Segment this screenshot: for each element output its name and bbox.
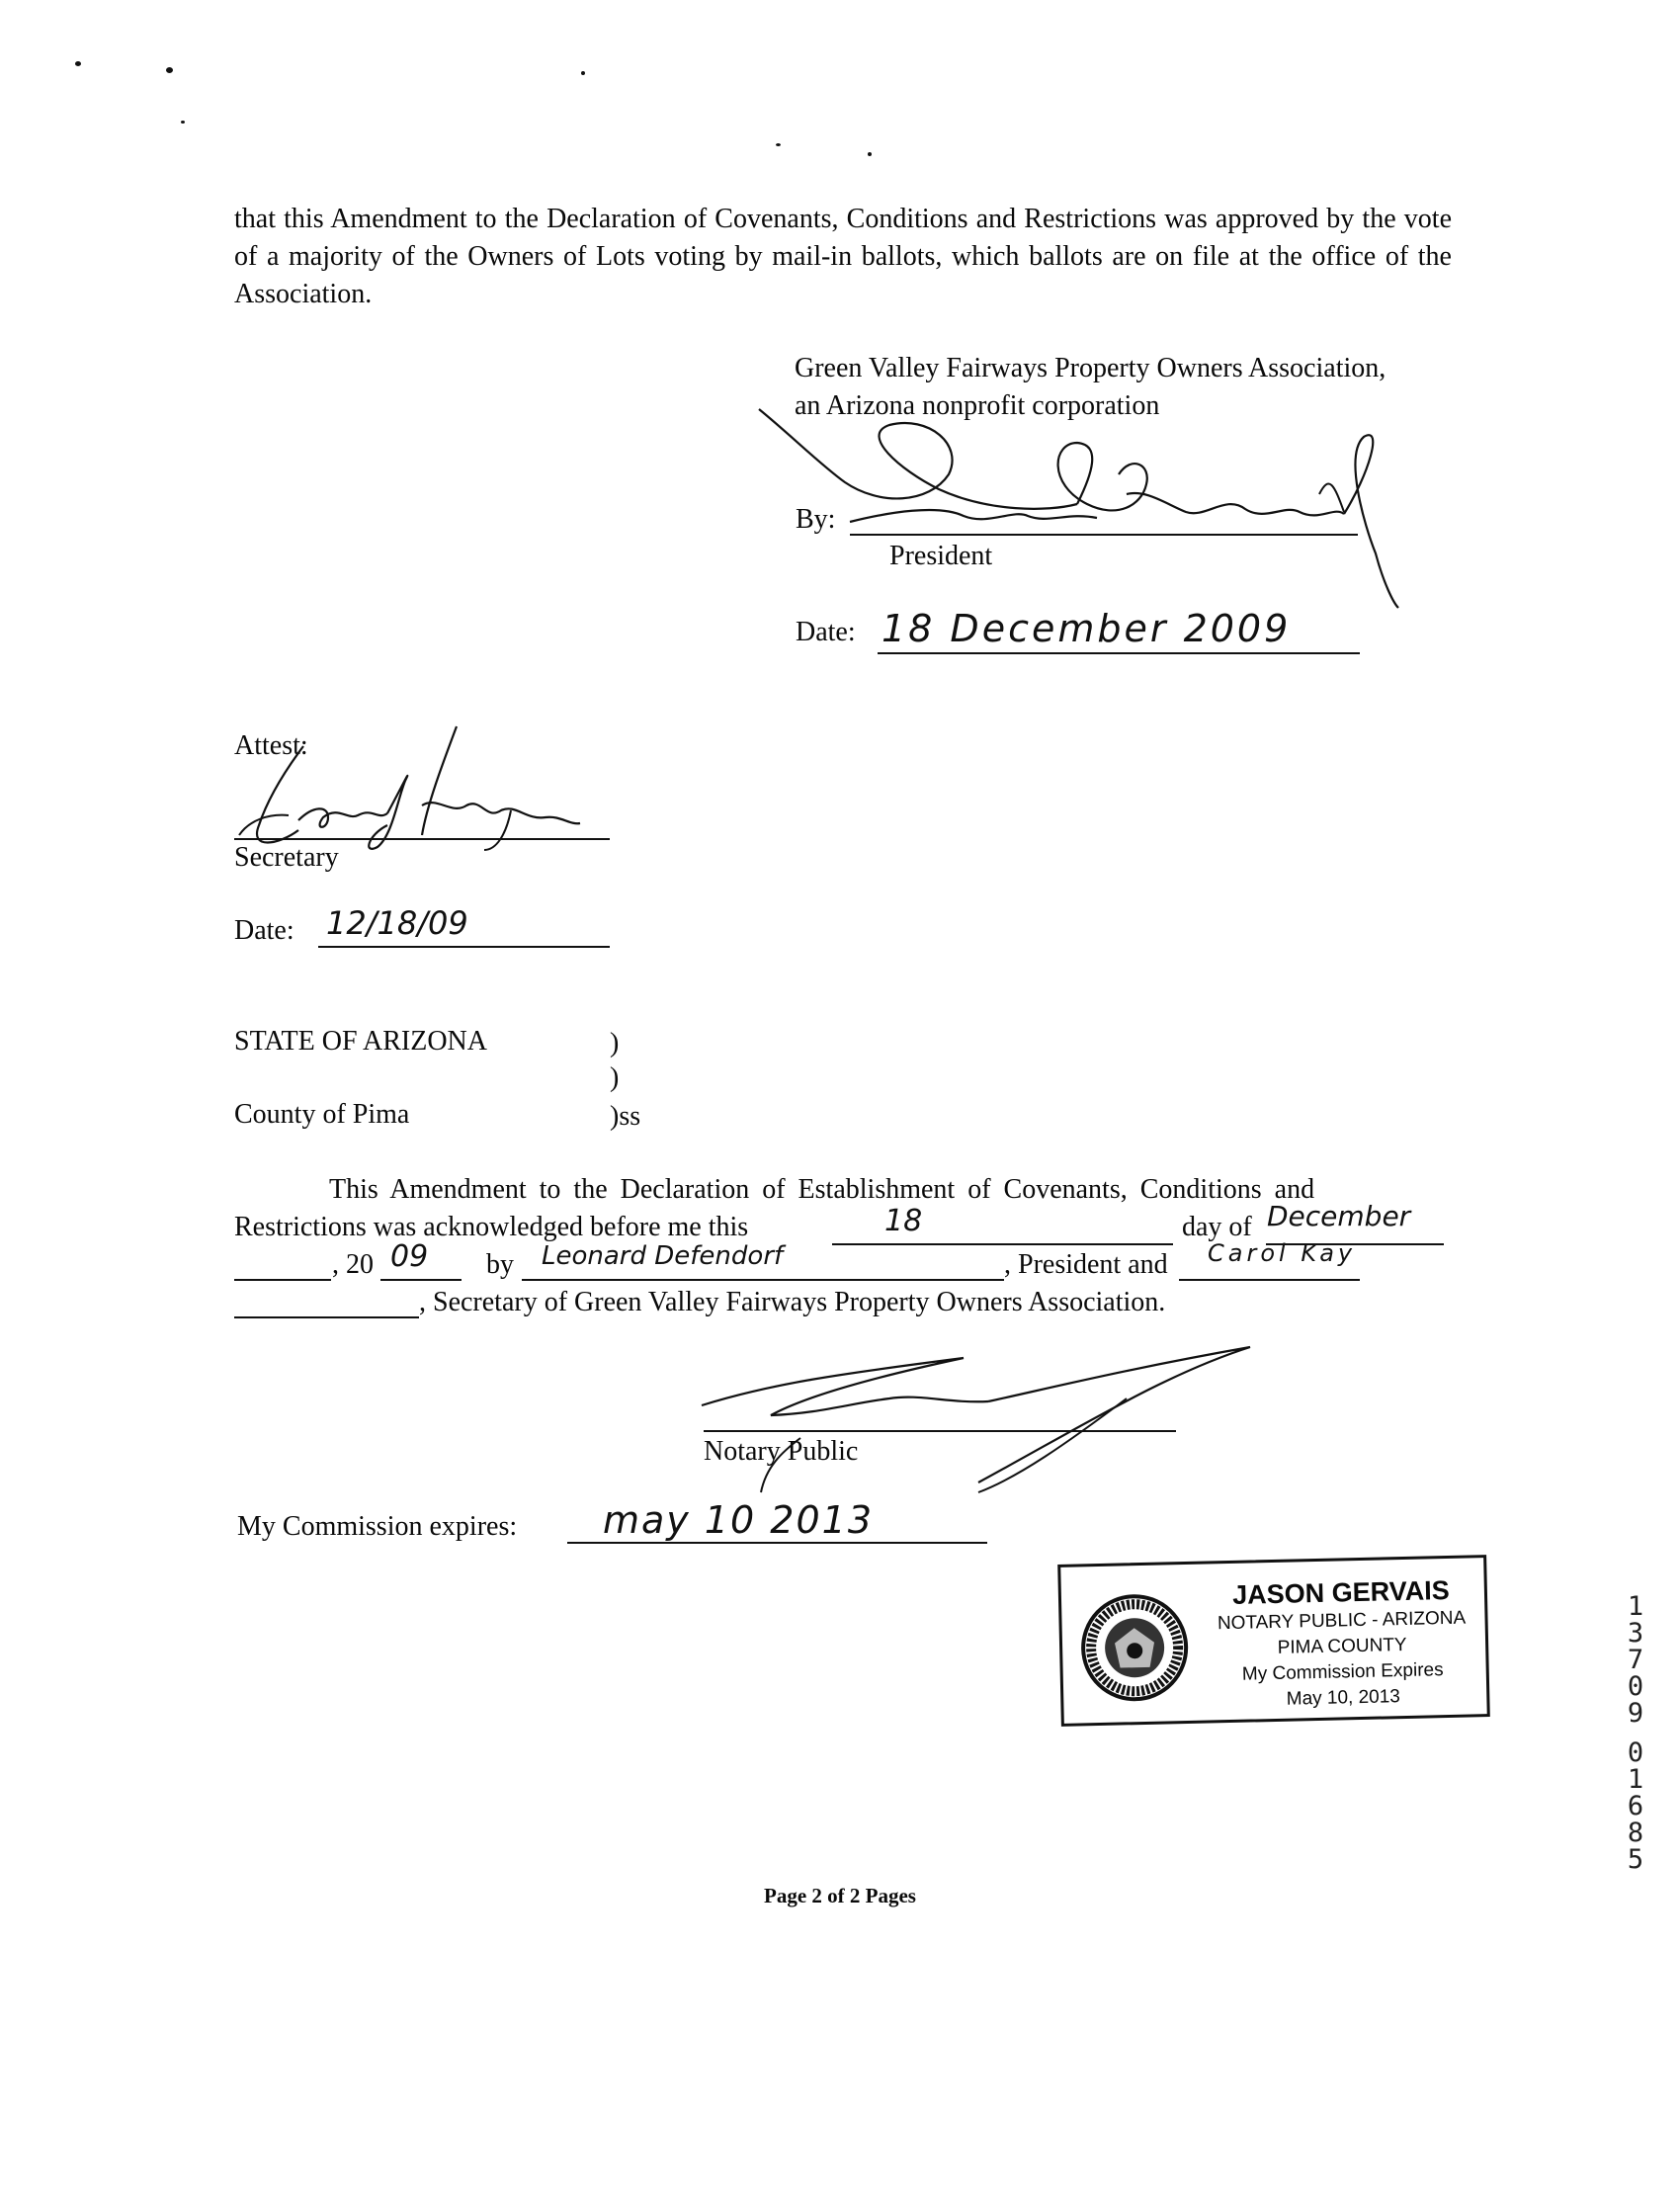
commission-line (567, 1542, 987, 1544)
ack-month-value: December (1267, 1200, 1411, 1232)
ack-secretary-cont-line (234, 1316, 419, 1318)
notary-label: Notary Public (704, 1436, 859, 1467)
association-date-handwritten: 18 December 2009 (882, 607, 1292, 650)
scan-speck (776, 143, 781, 146)
ack-day-of: day of (1182, 1212, 1252, 1242)
state-seal-icon (1079, 1592, 1190, 1703)
association-date-line (878, 652, 1360, 654)
scan-speck (75, 61, 81, 66)
ack-line-4: , Secretary of Green Valley Fairways Property Owners Association. (419, 1287, 1166, 1317)
venue-ss: )ss (610, 1101, 641, 1132)
scan-speck (181, 121, 185, 124)
ack-line-1: This Amendment to the Declaration of Establishment of Covenants, Conditions and (329, 1174, 1315, 1205)
by-label: By: (796, 504, 836, 535)
intro-paragraph: that this Amendment to the Declaration of Covenants, Conditions and Restrictions was approved by the vote of a majority of the Owners of Lots voting by mail-in ballots, which ballots are on file at the office of the Association. (234, 204, 1452, 309)
venue-paren-2: ) (610, 1062, 620, 1093)
commission-label: My Commission expires: (237, 1511, 518, 1542)
attest-date-label: Date: (234, 915, 294, 946)
ack-month-cont-line (234, 1279, 331, 1281)
recording-number-bottom-text: 01685 (1627, 1737, 1644, 1875)
ack-president-and: , President and (1004, 1249, 1168, 1280)
ack-year-value: 09 (390, 1239, 429, 1274)
ack-line-2: Restrictions was acknowledged before me this (234, 1212, 749, 1242)
ack-secretary-line (1179, 1279, 1360, 1281)
commission-handwritten: may 10 2013 (603, 1498, 875, 1542)
ack-day-line (832, 1243, 1173, 1245)
attest-label: Attest: (234, 730, 308, 761)
president-signature (751, 395, 1403, 623)
association-type: an Arizona nonprofit corporation (795, 390, 1160, 421)
ack-day-value: 18 (884, 1204, 923, 1238)
recording-number-top (1621, 1593, 1650, 1727)
ack-year-line (380, 1279, 462, 1281)
venue-state: STATE OF ARIZONA (234, 1026, 487, 1057)
notary-signature (692, 1344, 1265, 1512)
page-footer: Page 2 of 2 Pages (764, 1884, 916, 1907)
scan-speck (581, 71, 585, 75)
secretary-signature (229, 726, 585, 865)
venue-paren-1: ) (610, 1028, 620, 1059)
ack-year-prefix: , 20 (332, 1249, 374, 1280)
stamp-name: JASON GERVAIS (1231, 1574, 1451, 1610)
stamp-line-1: NOTARY PUBLIC - ARIZONA (1217, 1607, 1467, 1635)
association-date-label: Date: (796, 617, 856, 647)
scan-speck (868, 152, 872, 156)
stamp-line-2: PIMA COUNTY (1277, 1634, 1407, 1658)
ack-secretary-name: Carol Kay (1208, 1239, 1357, 1267)
ack-president-line (522, 1279, 1004, 1281)
president-label: President (889, 541, 993, 571)
scan-speck (166, 67, 173, 73)
recording-number-top-text: 13709 (1627, 1591, 1644, 1729)
stamp-line-4: May 10, 2013 (1286, 1686, 1401, 1710)
notary-stamp (1057, 1555, 1490, 1727)
association-name: Green Valley Fairways Property Owners Association, (795, 353, 1386, 383)
ack-by: by (486, 1249, 514, 1280)
attest-date-line (318, 946, 610, 948)
venue-county: County of Pima (234, 1099, 410, 1130)
stamp-line-3: My Commission Expires (1241, 1659, 1444, 1685)
ack-president-name: Leonard Defendorf (542, 1241, 784, 1271)
recording-number-bottom (1621, 1739, 1650, 1873)
attest-date-handwritten: 12/18/09 (326, 904, 468, 942)
secretary-label: Secretary (234, 842, 339, 873)
